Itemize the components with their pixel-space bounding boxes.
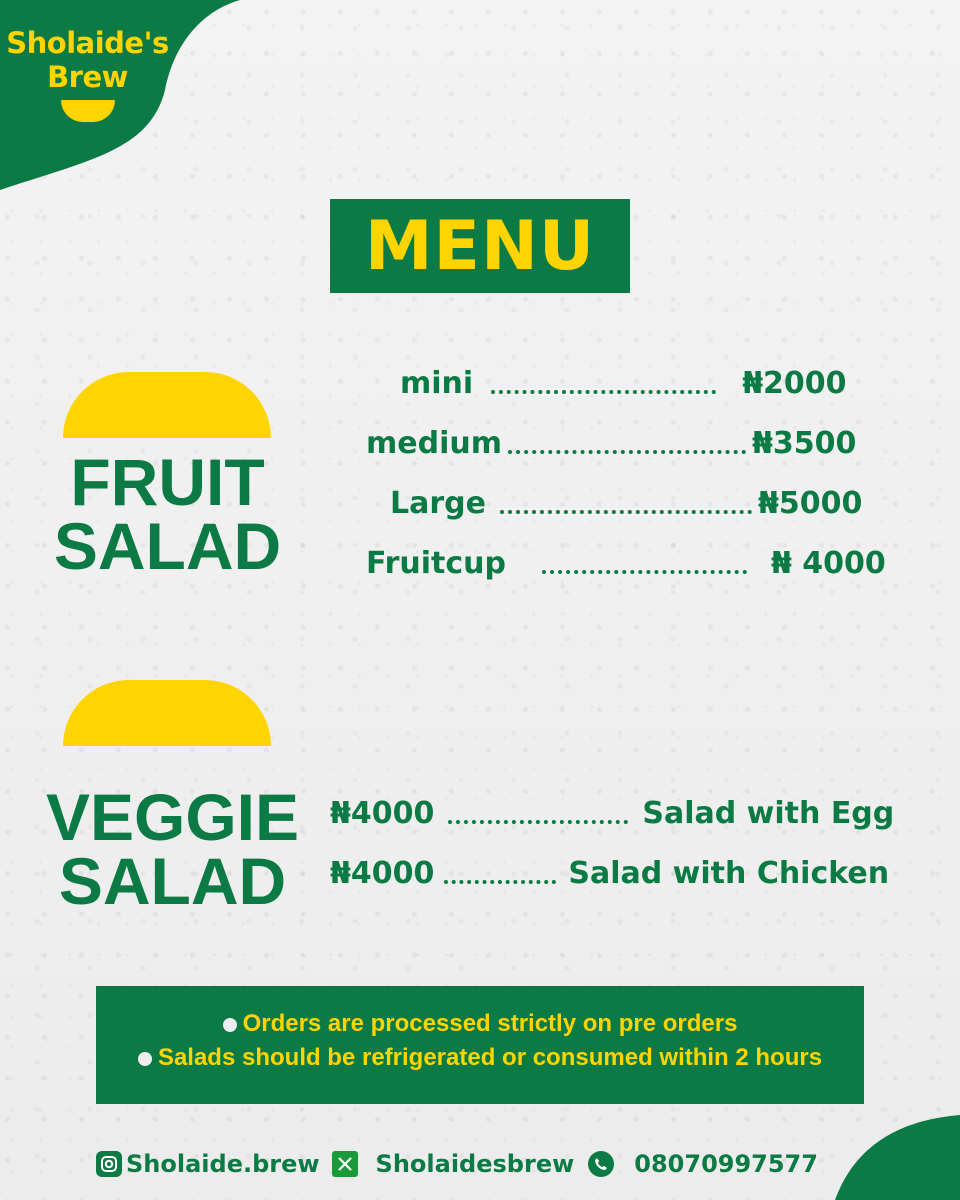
item-name: medium — [366, 426, 502, 461]
heading-line: FRUIT — [70, 445, 265, 519]
brand-line1: Sholaide's — [6, 26, 169, 60]
item-price: ₦4000 — [330, 856, 435, 891]
dot-leader — [448, 820, 628, 824]
note-text: Orders are processed strictly on pre orders — [242, 1010, 738, 1037]
item-price: ₦3500 — [751, 426, 857, 461]
menu-title: MENU — [330, 199, 630, 293]
corner-decoration-bottom-right — [810, 1115, 960, 1200]
bullet-icon — [138, 1052, 152, 1066]
notes-box — [96, 986, 864, 1104]
menu-item-medium — [366, 426, 856, 461]
heading-line: SALAD — [53, 509, 282, 583]
dot-leader — [542, 570, 747, 574]
note-text: Salads should be refrigerated or consumed within 2 hours — [157, 1044, 823, 1071]
note-item — [96, 1044, 864, 1072]
note-item — [96, 1010, 864, 1038]
x-icon — [332, 1151, 358, 1177]
item-name: mini — [400, 366, 474, 401]
bowl-dome-icon — [63, 372, 271, 438]
footer-contacts — [96, 1150, 818, 1178]
x-handle[interactable]: Sholaidesbrew — [375, 1150, 575, 1178]
heading-line: SALAD — [58, 844, 287, 918]
instagram-icon — [96, 1151, 122, 1177]
heading-line: VEGGIE — [45, 780, 300, 854]
fruit-salad-heading — [40, 445, 295, 583]
item-name: Large — [390, 486, 486, 521]
veggie-salad-heading — [40, 780, 305, 918]
smile-icon — [61, 100, 115, 122]
menu-item-salad-with-egg — [330, 796, 894, 831]
item-name: Salad with Chicken — [568, 856, 890, 891]
dot-leader — [444, 880, 556, 884]
item-price: ₦ 4000 — [770, 546, 886, 581]
instagram-handle[interactable]: Sholaide.brew — [126, 1150, 320, 1178]
item-price: ₦2000 — [742, 366, 847, 401]
item-name: Salad with Egg — [642, 796, 895, 831]
brand-logo — [0, 26, 175, 122]
menu-item-mini — [400, 366, 847, 401]
bullet-icon — [223, 1018, 237, 1032]
item-name: Fruitcup — [366, 546, 506, 581]
menu-item-fruitcup — [366, 546, 886, 581]
brand-line2: Brew — [47, 60, 128, 94]
dot-leader — [491, 390, 716, 394]
menu-item-large — [390, 486, 862, 521]
dot-leader — [508, 450, 746, 454]
menu-item-salad-with-chicken — [330, 856, 889, 891]
bowl-dome-icon — [63, 680, 271, 746]
item-price: ₦4000 — [330, 796, 435, 831]
item-price: ₦5000 — [757, 486, 863, 521]
phone-number[interactable]: 08070997577 — [634, 1150, 818, 1178]
dot-leader — [500, 510, 752, 514]
phone-icon — [588, 1151, 614, 1177]
